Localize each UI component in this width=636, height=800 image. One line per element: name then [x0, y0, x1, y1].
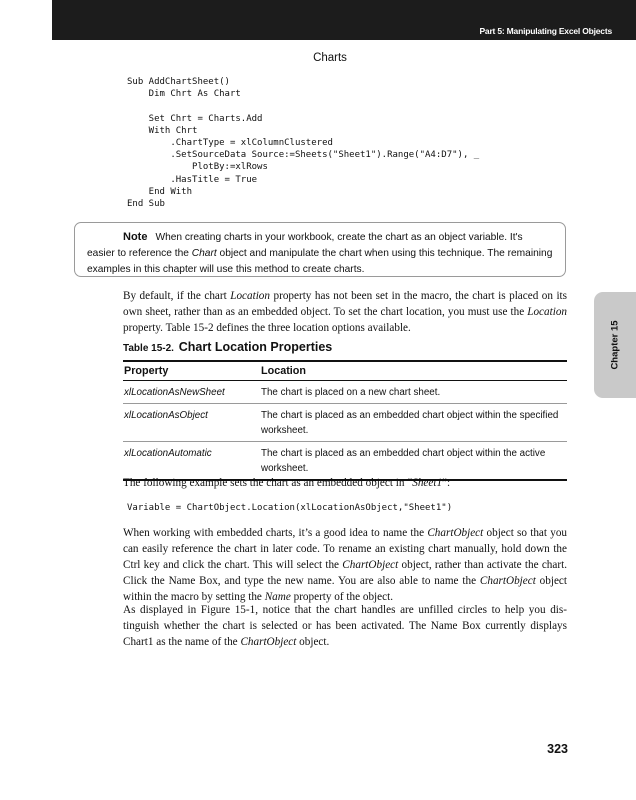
table-cell-location: The chart is placed as an embedded chart object within the specified worksheet. [260, 404, 567, 442]
code-block: Sub AddChartSheet() Dim Chrt As Chart Set Chrt = Charts.Add With Chrt .ChartType = xlColumnClustered .SetSourceData Source:=Sheets("Sheet1").Range("A4:D7"), _ PlotBy:=xlRows .HasTitle = True End With End Sub [127, 77, 480, 210]
text-run-em: ChartObject [427, 527, 484, 539]
table-row [123, 404, 567, 442]
code-line: Variable = ChartObject.Location(xlLocationAsObject,"Sheet1") [127, 503, 453, 513]
text-run-em: ChartObject [240, 636, 297, 648]
part-label: Part 5: Manipulating Excel Objects [479, 26, 612, 36]
text-run: object within the macro by setting the [123, 575, 568, 603]
note-text-em: Chart [191, 248, 217, 259]
text-run: By default, if the chart [123, 290, 227, 302]
text-run-em: Name [264, 591, 291, 603]
note-label: Note [123, 231, 148, 243]
text-run: ”: [442, 477, 451, 489]
text-run-em: Location [527, 306, 568, 318]
table-cell-location: The chart is placed as an embedded chart object within the active worksheet. [260, 442, 567, 481]
text-run-em: ChartObject [479, 575, 536, 587]
chapter-tab-label: Chapter 15 [609, 320, 621, 370]
paragraph-chart-handles [123, 602, 567, 650]
location-properties-table [123, 360, 567, 481]
page-number: 323 [547, 742, 568, 756]
text-run: When working with embedded charts, it’s a good idea to name the [123, 527, 425, 539]
paragraph-example-intro [123, 475, 567, 491]
table-title: Chart Location Properties [178, 340, 333, 354]
table-cell-property: xlLocationAutomatic [123, 442, 260, 481]
text-run: property. Table 15-2 defines the three location options available. [123, 322, 411, 334]
table-cell-property: xlLocationAsObject [123, 404, 260, 442]
table-row [123, 381, 567, 404]
note-text-rest [87, 246, 555, 278]
table-caption [123, 340, 332, 354]
text-run-em: ChartObject [342, 559, 399, 571]
paragraph-embedded-charts [123, 525, 567, 605]
paragraph-location-intro [123, 288, 567, 336]
running-head: Charts [313, 52, 347, 64]
chapter-side-tab [594, 292, 636, 398]
text-run: object, rather than activate the chart. Click the Name Box, and type the new name. You are also able to name the [123, 559, 567, 587]
note-box [74, 222, 566, 277]
text-run: As displayed in Figure 15-1, notice that the chart handles are unfilled circles to help you dis-tinguish whether the chart is selected or has been activated. The Name Box currently displays Chart1 as the name of the [123, 604, 567, 648]
text-run: object. [299, 636, 330, 648]
column-header-location: Location [260, 361, 567, 381]
note-text-before-em: easier to reference the [87, 248, 189, 259]
column-header-property: Property [123, 361, 260, 381]
text-run: object so that you can easily reference the chart in later code. To rename an existing chart manually, hold down the Ctrl key and click the chart. This will select the [123, 527, 568, 571]
note-text-line1: When creating charts in your workbook, create the chart as an object variable. It's [155, 232, 523, 243]
text-run: property has not been set in the macro, the chart is placed on its own sheet, rather than as an embedded object. To set the chart location, you must use the [123, 290, 568, 318]
text-run-em: Location [230, 290, 270, 302]
table-cell-property: xlLocationAsNewSheet [123, 381, 260, 404]
table-header-row [123, 361, 567, 381]
table-number: Table 15-2. [123, 343, 174, 354]
text-run-em: Sheet1 [412, 477, 443, 489]
note-text-after-em: object and manipulate the chart when using this technique. The remaining examples in this chapter will use this method to create charts. [87, 248, 553, 275]
text-run: The following example sets the chart as an embedded object in “ [123, 477, 413, 489]
table-cell-location: The chart is placed on a new chart sheet. [260, 381, 567, 404]
top-header-bar [52, 0, 636, 40]
text-run: property of the object. [293, 591, 394, 603]
